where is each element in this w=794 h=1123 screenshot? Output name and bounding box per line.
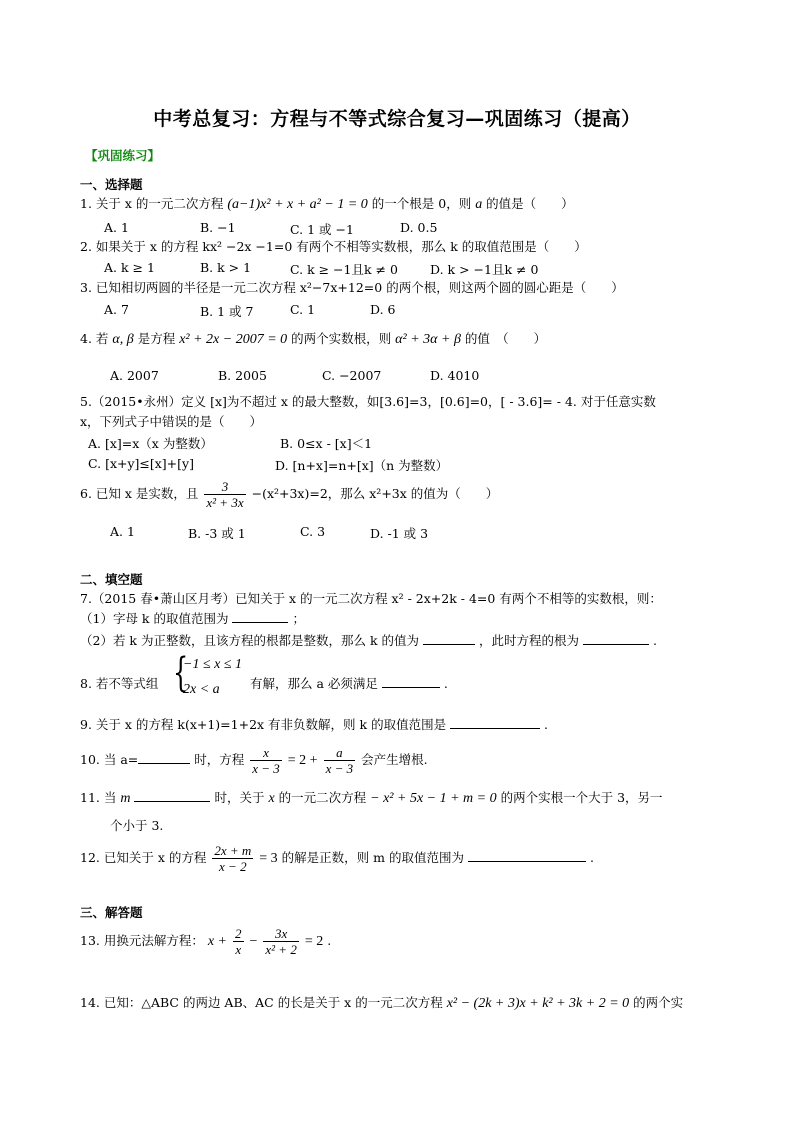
q3-option-a: A. 7 bbox=[104, 302, 129, 317]
q1-option-b: B. −1 bbox=[200, 220, 236, 235]
question-9 bbox=[80, 717, 548, 733]
q8-inequality-1: −1 ≤ x ≤ 1 bbox=[183, 657, 243, 672]
q5-option-b: B. 0≤x - [x]＜1 bbox=[280, 436, 373, 451]
q13-x-plus: x + bbox=[207, 934, 228, 949]
section-heading-choice: 一、选择题 bbox=[80, 177, 143, 192]
q10-denominator-1: x − 3 bbox=[252, 761, 280, 776]
question-2: 2. 如果关于 x 的方程 kx² −2x −1=0 有两个不相等实数根，那么 k 的取值范围是（ ） bbox=[80, 239, 587, 254]
q2-option-d: D. k > −1且k ≠ 0 bbox=[430, 262, 539, 277]
question-8-suffix bbox=[250, 676, 448, 692]
system-brace: { bbox=[173, 650, 189, 696]
q5-option-c: C. [x+y]≤[x]+[y] bbox=[88, 456, 194, 471]
q5-option-a: A. [x]=x（x 为整数） bbox=[88, 436, 213, 451]
q1-option-a: A. 1 bbox=[104, 220, 129, 235]
q7-part1-end: ； bbox=[292, 611, 305, 626]
q8-text: 有解，那么 a 必须满足 bbox=[250, 676, 378, 691]
q8-blank[interactable] bbox=[382, 687, 440, 688]
question-6 bbox=[80, 478, 498, 510]
question-10 bbox=[80, 744, 428, 777]
q6-option-d: D. -1 或 3 bbox=[370, 526, 429, 541]
q9-blank[interactable] bbox=[450, 728, 540, 729]
q7-part1-blank[interactable] bbox=[232, 622, 288, 623]
question-5-line-2: x，下列式子中错误的是（ ） bbox=[80, 414, 263, 429]
q3-option-b: B. 1 或 7 bbox=[200, 304, 254, 319]
q14-suffix: 的两个实 bbox=[633, 995, 684, 1010]
q13-denominator-2: x² + 2 bbox=[265, 942, 297, 957]
q11-mid2: 的一元二次方程 bbox=[278, 790, 367, 805]
q10-denominator-2: x − 3 bbox=[325, 761, 354, 776]
q4-mid: 是方程 bbox=[137, 331, 176, 346]
q4-equation: x² + 2x − 2007 = 0 bbox=[179, 332, 288, 347]
q12-text: 的解是正数，则 m 的取值范围为 bbox=[281, 850, 464, 865]
q6-denominator: x² + 3x bbox=[206, 495, 244, 510]
question-3: 3. 已知相切两圆的半径是一元二次方程 x²−7x+12=0 的两个根，则这两个圆的圆心距是（ ） bbox=[80, 280, 624, 295]
q12-fraction bbox=[212, 843, 253, 874]
question-5-line-1: 5.（2015•永州）定义 [x]为不超过 x 的最大整数，如[3.6]=3，[0.6]=0，[ - 3.6]= - 4. 对于任意实数 bbox=[80, 394, 656, 409]
q1-variable: a bbox=[475, 197, 483, 212]
q4-suffix: 的值 （ ） bbox=[464, 331, 547, 346]
q11-equation: − x² + 5x − 1 + m = 0 bbox=[370, 791, 497, 806]
q1-option-c: C. 1 或 −1 bbox=[290, 222, 354, 237]
q10-mid: 时，方程 bbox=[194, 752, 245, 767]
q12-blank[interactable] bbox=[468, 861, 586, 862]
q13-fraction-2 bbox=[263, 926, 298, 957]
q11-mid: 时，关于 bbox=[214, 790, 265, 805]
q6-suffix: −(x²+3x)=2，那么 x²+3x 的值为（ ） bbox=[251, 486, 499, 501]
q1-equation: (a−1)x² + x + a² − 1 = 0 bbox=[227, 197, 368, 212]
q13-fraction-1 bbox=[233, 926, 244, 957]
q1-suffix: 的值是（ ） bbox=[486, 196, 574, 211]
q3-option-d: D. 6 bbox=[370, 302, 396, 317]
question-7-line-1: 7.（2015 春•萧山区月考）已知关于 x 的一元二次方程 x² - 2x+2k - 4=0 有两个不相等的实数根，则： bbox=[80, 591, 662, 606]
question-13 bbox=[80, 925, 331, 958]
q14-prefix: 14. 已知：△ABC 的两边 AB、AC 的长是关于 x 的一元二次方程 bbox=[80, 995, 443, 1010]
q13-numerator-2: 3x bbox=[263, 926, 298, 942]
q6-numerator: 3 bbox=[204, 479, 245, 495]
q11-suffix: 的两个实根一个大于 3，另一 bbox=[500, 790, 663, 805]
q13-prefix: 13. 用换元法解方程： bbox=[80, 933, 204, 948]
q6-option-b: B. -3 或 1 bbox=[188, 526, 246, 541]
q11-var-x: x bbox=[268, 791, 275, 806]
q7-part2-mid: ，此时方程的根为 bbox=[478, 633, 579, 648]
q14-equation: x² − (2k + 3)x + k² + 3k + 2 = 0 bbox=[446, 996, 630, 1011]
q6-fraction bbox=[204, 479, 245, 510]
q1-prefix: 1. 关于 x 的一元二次方程 bbox=[80, 196, 224, 211]
question-8-prefix: 8. 若不等式组 bbox=[80, 676, 159, 691]
q1-text: 的一个根是 0，则 bbox=[371, 196, 472, 211]
q8-inequality-2: 2x < a bbox=[183, 682, 220, 697]
q2-option-c: C. k ≥ −1且k ≠ 0 bbox=[290, 262, 398, 277]
q4-option-b: B. 2005 bbox=[218, 368, 267, 383]
q7-part1-text: （1）字母 k 的取值范围为 bbox=[80, 611, 229, 626]
q8-end: . bbox=[443, 676, 448, 691]
q12-denominator: x − 2 bbox=[219, 859, 247, 874]
page-title: 中考总复习：方程与不等式综合复习—巩固练习（提高） bbox=[153, 108, 641, 130]
q10-equals: = 2 + bbox=[287, 753, 318, 768]
question-7-line-2 bbox=[80, 611, 305, 627]
q13-equals: = 2 bbox=[304, 934, 324, 949]
section-heading-solve: 三、解答题 bbox=[80, 905, 143, 920]
q10-fraction-2 bbox=[324, 745, 356, 776]
q2-option-b: B. k > 1 bbox=[200, 260, 252, 275]
q11-var-m: m bbox=[120, 791, 131, 806]
question-1 bbox=[80, 196, 574, 213]
q13-numerator-1: 2 bbox=[235, 926, 242, 941]
q13-end: . bbox=[327, 933, 332, 948]
q7-roots-blank[interactable] bbox=[583, 644, 649, 645]
q10-prefix: 10. 当 a= bbox=[80, 752, 139, 767]
q12-numerator: 2x + m bbox=[214, 843, 252, 858]
q13-minus: − bbox=[249, 934, 258, 949]
q9-text: 9. 关于 x 的方程 k(x+1)=1+2x 有非负数解，则 k 的取值范围是 bbox=[80, 717, 447, 732]
q13-denominator-1: x bbox=[235, 942, 242, 957]
section-tag: 【巩固练习】 bbox=[85, 148, 161, 163]
q10-fraction-1 bbox=[250, 745, 282, 776]
question-7-line-3 bbox=[80, 633, 657, 649]
question-11-line-2: 个小于 3. bbox=[110, 818, 164, 833]
q4-vars: α, β bbox=[112, 332, 134, 347]
q4-option-c: C. −2007 bbox=[322, 368, 382, 383]
q12-prefix: 12. 已知关于 x 的方程 bbox=[80, 850, 207, 865]
q4-prefix: 4. 若 bbox=[80, 331, 109, 346]
q4-mid2: 的两个实数根，则 bbox=[291, 331, 392, 346]
q4-option-d: D. 4010 bbox=[430, 368, 480, 383]
q12-equals: = 3 bbox=[259, 851, 278, 866]
q6-option-c: C. 3 bbox=[300, 524, 326, 539]
q11-prefix: 11. 当 bbox=[80, 790, 117, 805]
q7-k-blank[interactable] bbox=[423, 644, 475, 645]
question-4 bbox=[80, 331, 546, 348]
q12-end: . bbox=[589, 850, 594, 865]
q6-prefix: 6. 已知 x 是实数，且 bbox=[80, 486, 199, 501]
q1-option-d: D. 0.5 bbox=[400, 220, 438, 235]
q4-expression: α² + 3α + β bbox=[395, 332, 461, 347]
question-12 bbox=[80, 842, 594, 875]
q7-part2-text: （2）若 k 为正整数，且该方程的根都是整数，那么 k 的值为 bbox=[80, 633, 419, 648]
q3-option-c: C. 1 bbox=[290, 302, 316, 317]
q10-suffix: 会产生增根. bbox=[361, 752, 428, 767]
q2-option-a: A. k ≥ 1 bbox=[104, 260, 155, 275]
q4-option-a: A. 2007 bbox=[110, 368, 159, 383]
q5-option-d: D. [n+x]=n+[x]（n 为整数） bbox=[275, 458, 449, 473]
q10-numerator-2: a bbox=[324, 745, 356, 761]
question-14 bbox=[80, 995, 683, 1012]
q10-numerator-1: x bbox=[250, 745, 282, 761]
q11-blank[interactable] bbox=[134, 801, 210, 802]
section-heading-fill: 二、填空题 bbox=[80, 572, 143, 587]
question-11 bbox=[80, 790, 663, 807]
q7-part2-end: . bbox=[652, 633, 657, 648]
q6-option-a: A. 1 bbox=[110, 524, 135, 539]
q9-end: . bbox=[544, 717, 549, 732]
q10-blank[interactable] bbox=[138, 763, 190, 764]
